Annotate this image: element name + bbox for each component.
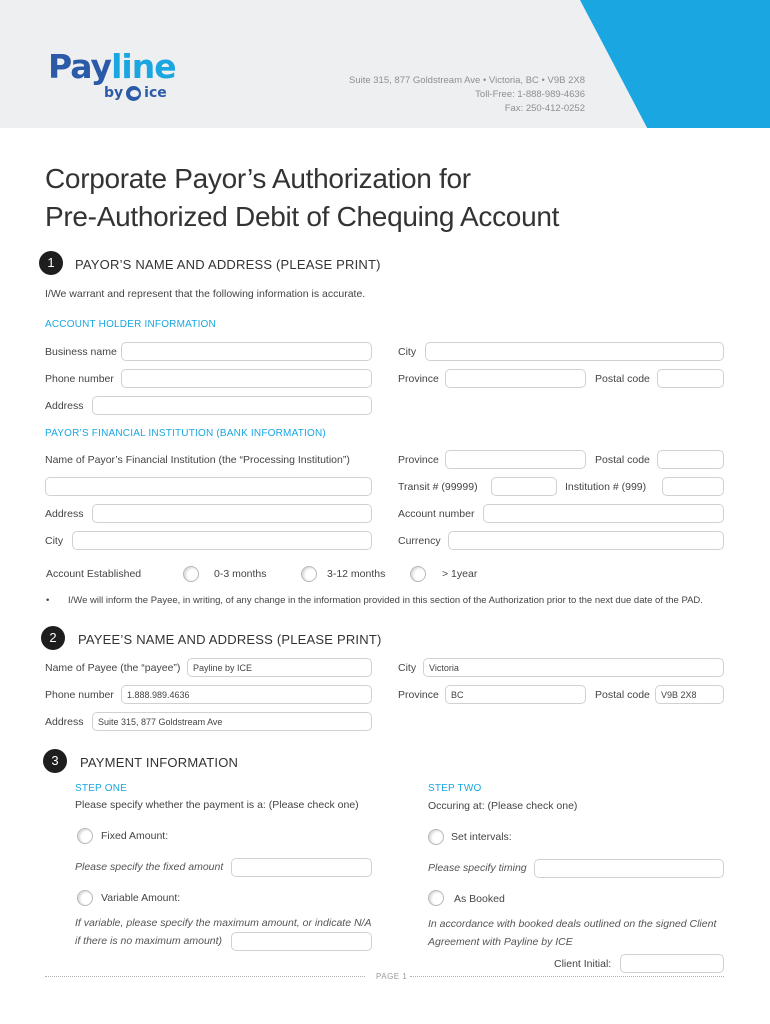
- payee-phone-field[interactable]: 1.888.989.4636: [121, 685, 372, 704]
- radio-3-12-months[interactable]: [301, 566, 317, 582]
- phone-number-label: Phone number: [45, 373, 114, 385]
- step-two-description: Occuring at: (Please check one): [428, 800, 578, 812]
- option-0-3-months-label: 0-3 months: [214, 568, 267, 580]
- section-1-intro: I/We warrant and represent that the following information is accurate.: [45, 288, 366, 300]
- payor-province-field[interactable]: [445, 369, 586, 388]
- company-toll-free: Toll-Free: 1-888-989-4636: [475, 89, 585, 100]
- ice-globe-icon: [126, 86, 141, 101]
- option-3-12-months-label: 3-12 months: [327, 568, 386, 580]
- institution-name-label: Name of Payor’s Financial Institution (the “Processing Institution”): [45, 454, 350, 466]
- payor-address-field[interactable]: [92, 396, 372, 415]
- payor-province-label: Province: [398, 373, 439, 385]
- radio-0-3-months[interactable]: [183, 566, 199, 582]
- radio-variable-amount[interactable]: [77, 890, 93, 906]
- step-one-description: Please specify whether the payment is a: (Please check one): [75, 799, 359, 811]
- transit-label: Transit # (99999): [398, 481, 478, 493]
- booked-note-1: In accordance with booked deals outlined on the signed Client: [428, 918, 717, 930]
- payor-postal-field[interactable]: [657, 369, 724, 388]
- payee-address-label: Address: [45, 716, 84, 728]
- notice-bullet: •: [46, 595, 50, 606]
- payee-name-field[interactable]: Payline by ICE: [187, 658, 372, 677]
- institution-name-field[interactable]: [45, 477, 372, 496]
- booked-note-2: Agreement with Payline by ICE: [428, 936, 573, 948]
- as-booked-label: As Booked: [454, 893, 505, 905]
- payor-address-label: Address: [45, 400, 84, 412]
- variable-amount-instruction-1: If variable, please specify the maximum amount, or indicate N/A: [75, 917, 372, 929]
- payor-postal-label: Postal code: [595, 373, 650, 385]
- account-established-label: Account Established: [46, 568, 142, 580]
- company-address: Suite 315, 877 Goldstream Ave • Victoria, BC • V9B 2X8: [348, 75, 585, 86]
- bank-province-field[interactable]: [445, 450, 586, 469]
- payor-city-field[interactable]: [425, 342, 724, 361]
- section-2-title: PAYEE’S NAME AND ADDRESS (PLEASE PRINT): [78, 632, 382, 647]
- account-holder-heading: ACCOUNT HOLDER INFORMATION: [45, 319, 216, 330]
- logo-ice: ice: [144, 85, 167, 101]
- payee-province-label: Province: [398, 689, 439, 701]
- institution-number-field[interactable]: [662, 477, 724, 496]
- variable-amount-label: Variable Amount:: [101, 892, 181, 904]
- footer-rule-left: [45, 976, 365, 977]
- payee-city-label: City: [398, 662, 417, 674]
- document-title: [45, 160, 559, 236]
- bank-province-label: Province: [398, 454, 439, 466]
- bank-city-field[interactable]: [72, 531, 372, 550]
- bank-city-label: City: [45, 535, 64, 547]
- payee-address-field[interactable]: Suite 315, 877 Goldstream Ave: [92, 712, 372, 731]
- phone-number-field[interactable]: [121, 369, 372, 388]
- company-fax: Fax: 250-412-0252: [504, 103, 585, 114]
- currency-label: Currency: [398, 535, 441, 547]
- logo-word-pay: Pay: [48, 47, 112, 86]
- logo-by: by: [104, 85, 124, 101]
- business-name-field[interactable]: [121, 342, 372, 361]
- section-2-number: 2: [41, 626, 65, 650]
- radio-as-booked[interactable]: [428, 890, 444, 906]
- timing-instruction: Please specify timing: [428, 862, 527, 874]
- step-one-heading: STEP ONE: [75, 783, 127, 794]
- payline-logo: [48, 47, 176, 101]
- payee-city-field[interactable]: Victoria: [423, 658, 724, 677]
- page-number: PAGE 1: [376, 972, 408, 981]
- transit-field[interactable]: [491, 477, 557, 496]
- currency-field[interactable]: [448, 531, 724, 550]
- business-name-label: Business name: [45, 346, 117, 358]
- radio-fixed-amount[interactable]: [77, 828, 93, 844]
- footer-rule-right: [410, 976, 724, 977]
- variable-amount-field[interactable]: [231, 932, 372, 951]
- section-1-number: 1: [39, 251, 63, 275]
- account-number-field[interactable]: [483, 504, 724, 523]
- title-line-1: Corporate Payor’s Authorization for: [45, 163, 471, 194]
- bank-info-heading: PAYOR’S FINANCIAL INSTITUTION (BANK INFORMATION): [45, 428, 326, 439]
- change-notice-text: I/We will inform the Payee, in writing, of any change in the information provided in this section of the Authorization prior to the next due date of the PAD.: [68, 595, 703, 606]
- bank-address-field[interactable]: [92, 504, 372, 523]
- company-contact: [349, 74, 585, 116]
- section-1-title: PAYOR’S NAME AND ADDRESS (PLEASE PRINT): [75, 257, 381, 272]
- bank-postal-label: Postal code: [595, 454, 650, 466]
- client-initial-field[interactable]: [620, 954, 724, 973]
- client-initial-label: Client Initial:: [554, 958, 612, 970]
- title-line-2: Pre-Authorized Debit of Chequing Account: [45, 201, 560, 232]
- payee-phone-label: Phone number: [45, 689, 114, 701]
- fixed-amount-field[interactable]: [231, 858, 372, 877]
- page-header: [0, 0, 770, 128]
- section-3-number: 3: [43, 749, 67, 773]
- payor-city-label: City: [398, 346, 417, 358]
- set-intervals-label: Set intervals:: [451, 831, 512, 843]
- bank-postal-field[interactable]: [657, 450, 724, 469]
- payee-postal-label: Postal code: [595, 689, 650, 701]
- option-over-1-year-label: > 1year: [442, 568, 478, 580]
- header-accent-stripe: [580, 0, 770, 128]
- payee-name-label: Name of Payee (the “payee”): [45, 662, 181, 674]
- timing-field[interactable]: [534, 859, 724, 878]
- fixed-amount-instruction: Please specify the fixed amount: [75, 861, 224, 873]
- step-two-heading: STEP TWO: [428, 783, 482, 794]
- logo-word-line: line: [111, 47, 176, 86]
- fixed-amount-label: Fixed Amount:: [101, 830, 169, 842]
- account-number-label: Account number: [398, 508, 475, 520]
- radio-over-1-year[interactable]: [410, 566, 426, 582]
- payee-province-field[interactable]: BC: [445, 685, 586, 704]
- radio-set-intervals[interactable]: [428, 829, 444, 845]
- bank-address-label: Address: [45, 508, 84, 520]
- section-3-title: PAYMENT INFORMATION: [80, 755, 239, 770]
- variable-amount-instruction-2: if there is no maximum amount): [75, 935, 223, 947]
- payee-postal-field[interactable]: V9B 2X8: [655, 685, 724, 704]
- institution-number-label: Institution # (999): [565, 481, 647, 493]
